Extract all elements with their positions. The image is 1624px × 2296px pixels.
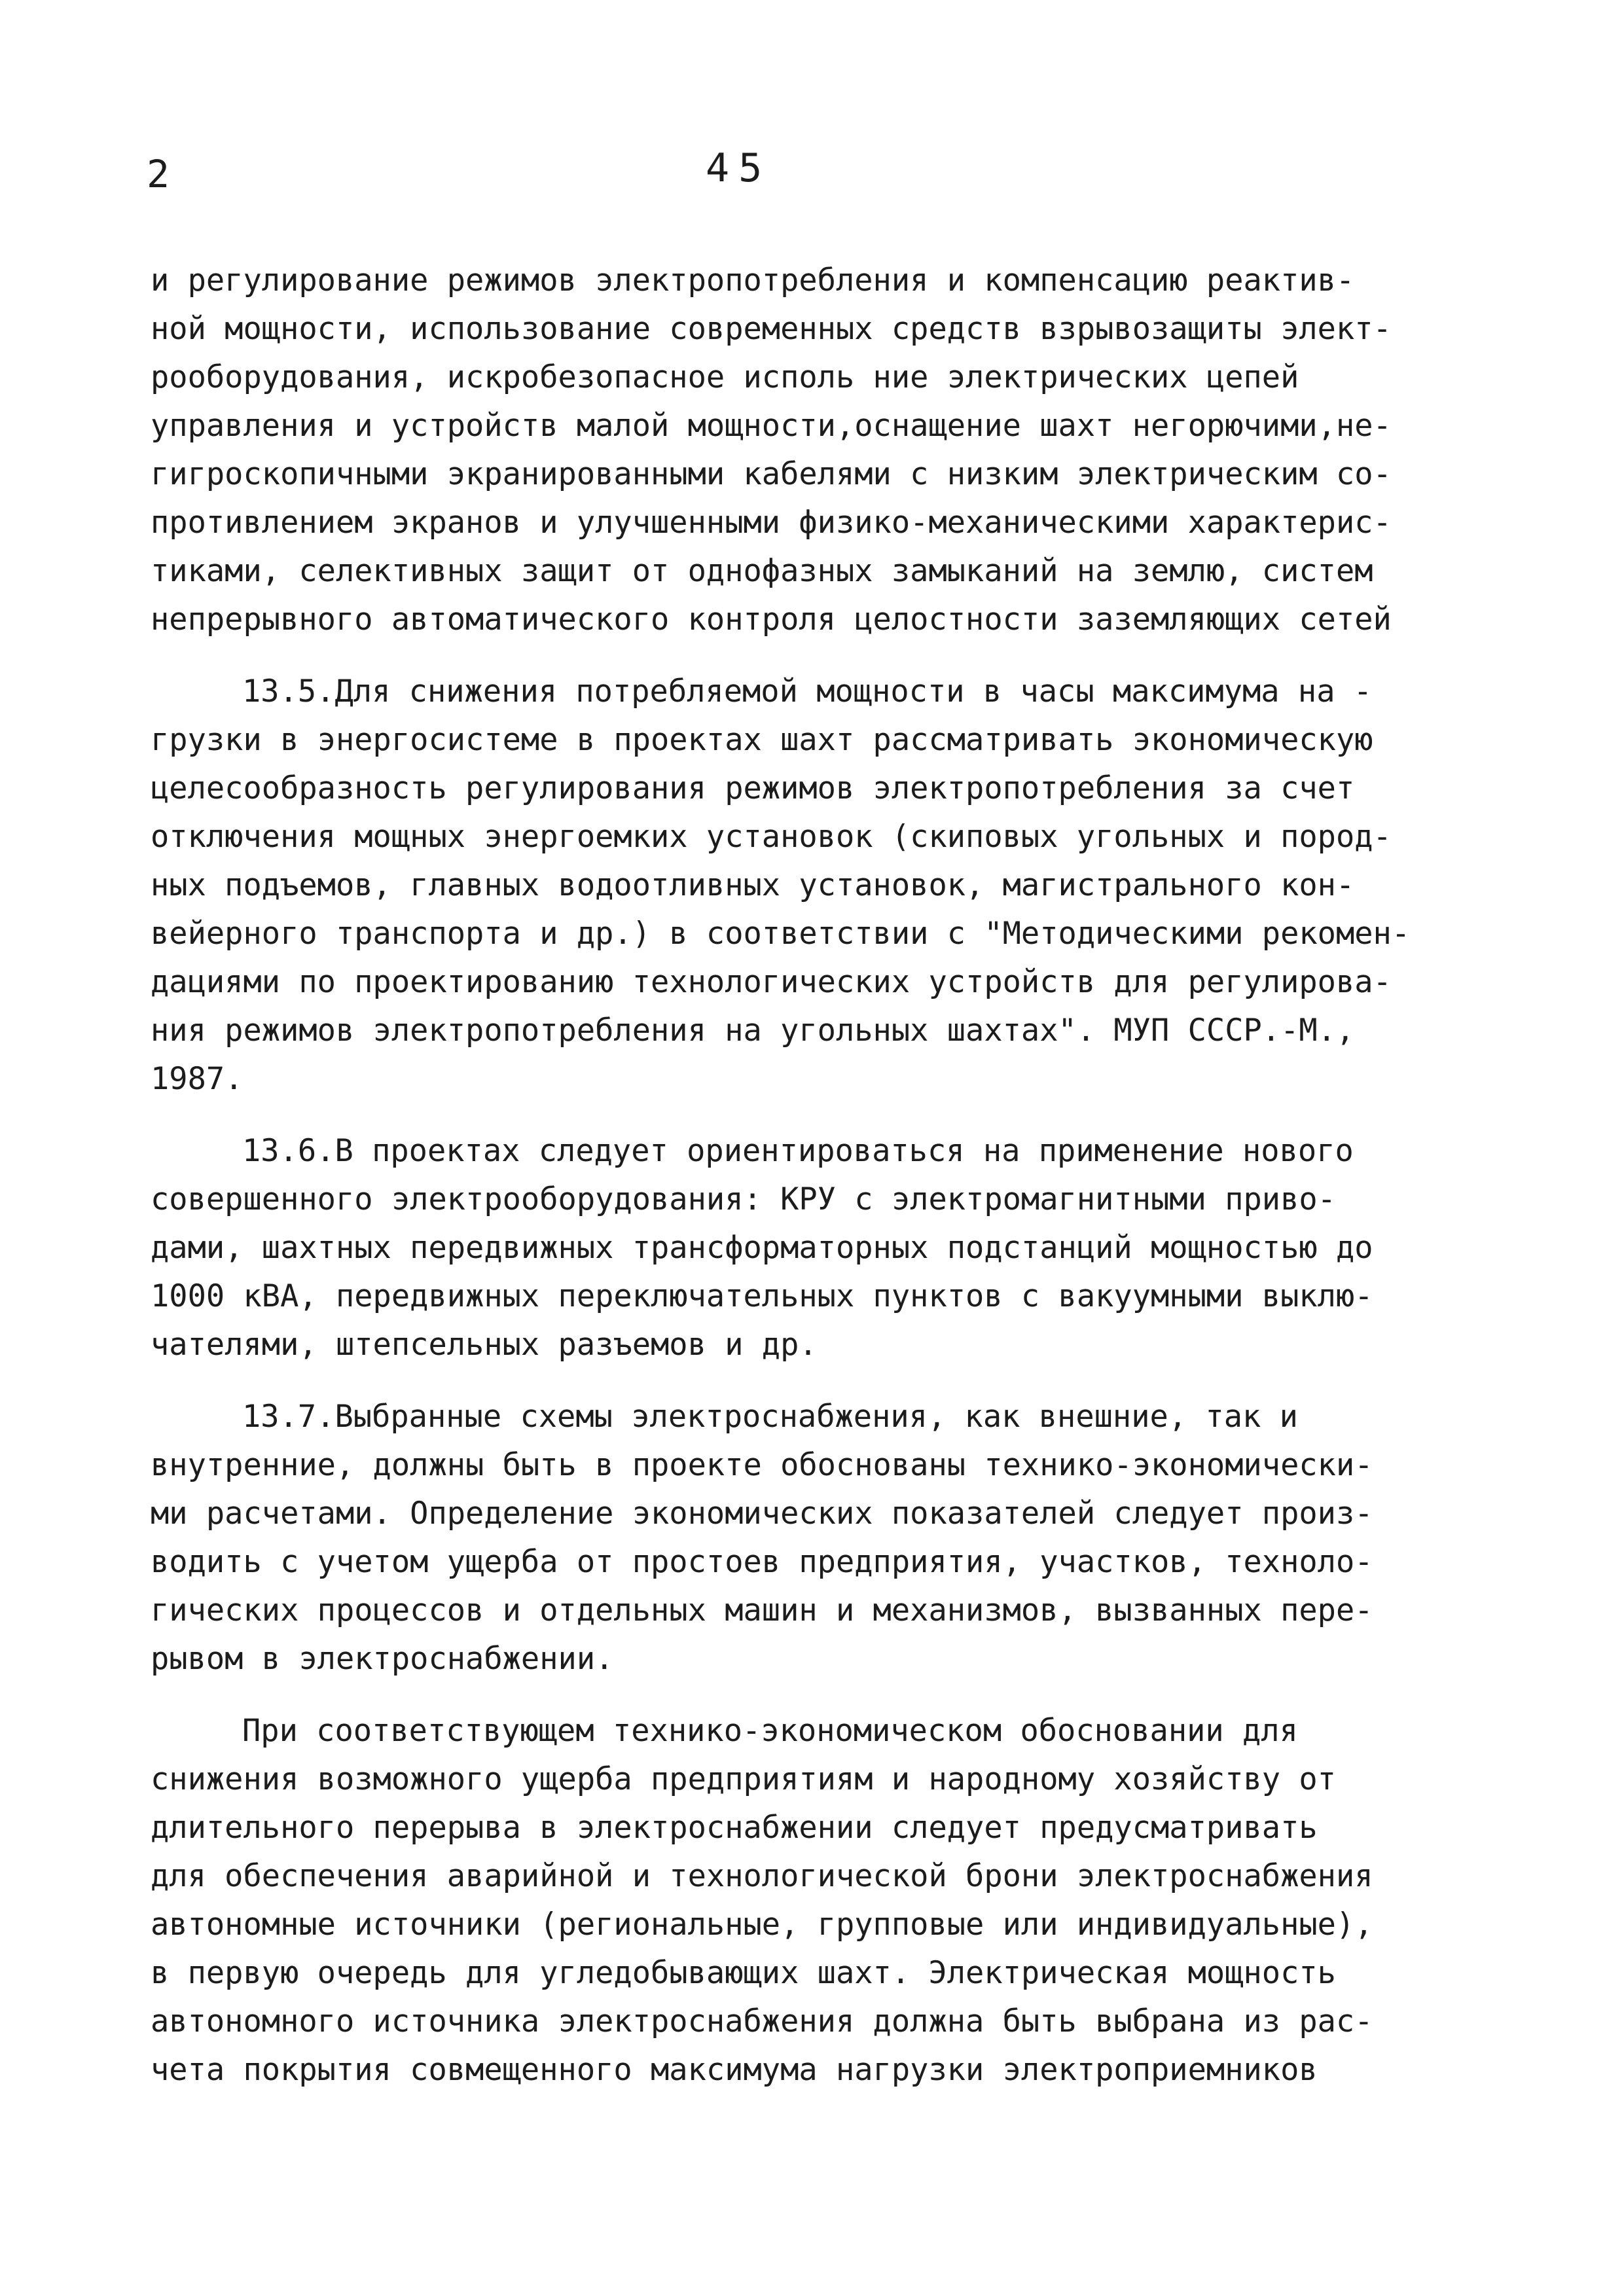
text-line: 13.7.Выбранные схемы электроснабжения, как внешние, так и — [242, 1399, 1298, 1435]
text-line: противлением экранов и улучшенными физико-механическими характерис- — [151, 505, 1392, 541]
paragraph-13-6 — [151, 1127, 1532, 1369]
text-line: 1000 кВА, передвижных переключательных пунктов с вакуумными выклю- — [151, 1278, 1373, 1314]
text-line: управления и устройств малой мощности,оснащение шахт негорючими,не- — [151, 408, 1392, 444]
paragraph-13-7 — [151, 1393, 1532, 1683]
text-line: чателями, штепсельных разъемов и др. — [151, 1327, 818, 1363]
text-line: дациями по проектированию технологических устройств для регулирова- — [151, 964, 1392, 1000]
text-line: гических процессов и отдельных машин и механизмов, вызванных пере- — [151, 1592, 1373, 1628]
text-line: рооборудования, искробезопасное исполь ние электрических цепей — [151, 359, 1299, 395]
text-line: ной мощности, использование современных средств взрывозащиты элект- — [151, 311, 1392, 347]
paragraph-13-5 — [151, 668, 1532, 1103]
text-line: грузки в энергосистеме в проектах шахт рассматривать экономическую — [151, 722, 1373, 758]
sheet-number: 45 — [706, 145, 772, 191]
text-line: ния режимов электропотребления на угольных шахтах". МУП СССР.-М., — [151, 1013, 1355, 1049]
text-line: 13.5.Для снижения потребляемой мощности в часы максимума на - — [242, 673, 1373, 709]
text-line: тиками, селективных защит от однофазных замыканий на землю, систем — [151, 553, 1373, 589]
text-line: 1987. — [151, 1061, 244, 1097]
text-line: ми расчетами. Определение экономических показателей следует произ- — [151, 1496, 1373, 1532]
text-line: целесообразность регулирования режимов электропотребления за счет — [151, 770, 1355, 806]
text-line: длительного перерыва в электроснабжении следует предусматривать — [151, 1810, 1318, 1846]
text-line: автономные источники (региональные, групповые или индивидуальные), — [151, 1907, 1373, 1943]
paragraph-autonomous-sources — [151, 1707, 1532, 2094]
text-line: непрерывного автоматического контроля целостности заземляющих сетей — [151, 601, 1392, 637]
text-line: дами, шахтных передвижных трансформаторных подстанций мощностью до — [151, 1230, 1373, 1266]
text-line: гигроскопичными экранированными кабелями с низким электрическим со- — [151, 456, 1392, 492]
text-line: чета покрытия совмещенного максимума нагрузки электроприемников — [151, 2052, 1318, 2088]
paragraph-continuation — [151, 257, 1532, 644]
document-body — [151, 257, 1532, 2094]
text-line: в первую очередь для угледобывающих шахт. Электрическая мощность — [151, 1955, 1336, 1991]
text-line: 13.6.В проектах следует ориентироваться на применение нового — [242, 1133, 1354, 1169]
text-line: совершенного электрооборудования: КРУ с электромагнитными приво- — [151, 1181, 1336, 1217]
text-line: внутренние, должны быть в проекте обоснованы технико-экономически- — [151, 1447, 1373, 1483]
text-line: водить с учетом ущерба от простоев предприятия, участков, техноло- — [151, 1544, 1373, 1580]
text-line: автономного источника электроснабжения должна быть выбрана из рас- — [151, 2003, 1373, 2039]
text-line: снижения возможного ущерба предприятиям и народному хозяйству от — [151, 1761, 1336, 1797]
text-line: вейерного транспорта и др.) в соответствии с "Методическими рекомен- — [151, 916, 1411, 952]
text-line: ных подъемов, главных водоотливных установок, магистрального кон- — [151, 867, 1355, 903]
text-line: отключения мощных энергоемких установок (скиповых угольных и пород- — [151, 819, 1392, 855]
text-line: При соответствующем технико-экономическом обосновании для — [242, 1713, 1298, 1749]
page-number: 2 — [147, 152, 171, 196]
text-line: и регулирование режимов электропотребления и компенсацию реактив- — [151, 262, 1355, 298]
text-line: рывом в электроснабжении. — [151, 1641, 614, 1677]
text-line: для обеспечения аварийной и технологической брони электроснабжения — [151, 1858, 1373, 1894]
